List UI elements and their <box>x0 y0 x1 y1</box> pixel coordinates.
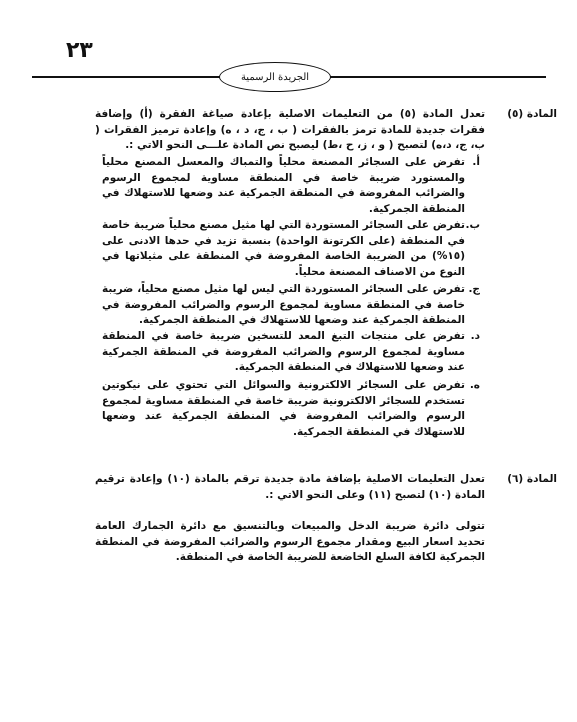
item-e-text: تفرض على السجائر الالكترونية والسوائل التي تحتوي على نيكوتين تستخدم للسجائر الالكترونية ضريبة خاصة في المنطقة مساوية لمجموع الرسوم والضرائب المفروضة في المنطقة الجمركية عند وضعها للاستهلاك في المنطقة الجمركية. <box>102 379 465 438</box>
article-6-label: المادة (٦) <box>507 473 557 485</box>
article-5-label: المادة (٥) <box>507 108 557 120</box>
item-d-text: تفرض على منتجات التبغ المعد للتسخين ضريبة خاصة في المنطقة مساوية لمجموع الرسوم والضرائب المفروضة في المنطقة الجمركية عند وضعها للاستهلاك في المنطقة الجمركية. <box>102 330 465 373</box>
item-a-text: تفرض على السجائر المصنعة محلياً والتمباك والمعسل المصنع محلياً والمستورد ضريبة خاصة في المنطقة مساوية لمجموع الرسوم والضرائب المفروضة في المنطقة الجمركية عند وضعها للاستهلاك في المنطقة الجمركية. <box>102 156 465 215</box>
item-letter-b: ب. <box>465 219 480 231</box>
article-5-intro: تعدل المادة (٥) من التعليمات الاصلية بإعادة صياغة الفقرة (أ) وإضافة فقرات جديدة للمادة ترمز بالفقرات ( ب ، ج، د ، ه) وإعادة ترميز الفقرات ( ب، ج، د،ه) لتصبح ( و ، ز، ح ،ط) ليصبح نص المادة علـــى النحو الاتي :. <box>95 108 486 151</box>
item-letter-a: أ. <box>472 156 480 168</box>
gazette-title: الجريدة الرسمية <box>240 71 310 83</box>
article-6-body: تتولى دائرة ضريبة الدخل والمبيعات وبالتنسيق مع دائرة الجمارك العامة تحديد اسعار البيع ومقدار مجموع الرسوم والضرائب المفروضة في المنطقة الجمركية لكافة السلع الخاضعة للضريبة الخاصة في المنطقة. <box>95 520 485 563</box>
page-number: ٢٣ <box>66 38 93 63</box>
item-c-text: تفرض على السجائر المستوردة التي ليس لها مثيل مصنع محلياً، ضريبة خاصة في المنطقة مساوية لمجموع الرسوم والضرائب المفروضة في المنطقة الجمركية عند وضعها للاستهلاك في المنطقة الجمركية. <box>102 283 465 326</box>
item-b-text: تفرض على السجائر المستوردة التي لها مثيل مصنع محلياً ضريبة خاصة في المنطقة (على الكرتونة الواحدة) بنسبة تزيد في حدها الادنى على (١٥%) من الضريبة الخاصة المفروضة في المنطقة على مثيلاتها في النوع من الاصناف المصنعة محلياً. <box>102 219 465 278</box>
item-letter-e: ه. <box>469 379 480 391</box>
item-letter-c: ج. <box>468 283 480 295</box>
item-letter-d: د. <box>470 330 480 342</box>
article-6-intro: تعدل التعليمات الاصلية بإضافة مادة جديدة ترقم بالمادة (١٠) وإعادة ترقيم المادة (١٠) لتصبح (١١) وعلى النحو الاتي :. <box>95 473 485 501</box>
